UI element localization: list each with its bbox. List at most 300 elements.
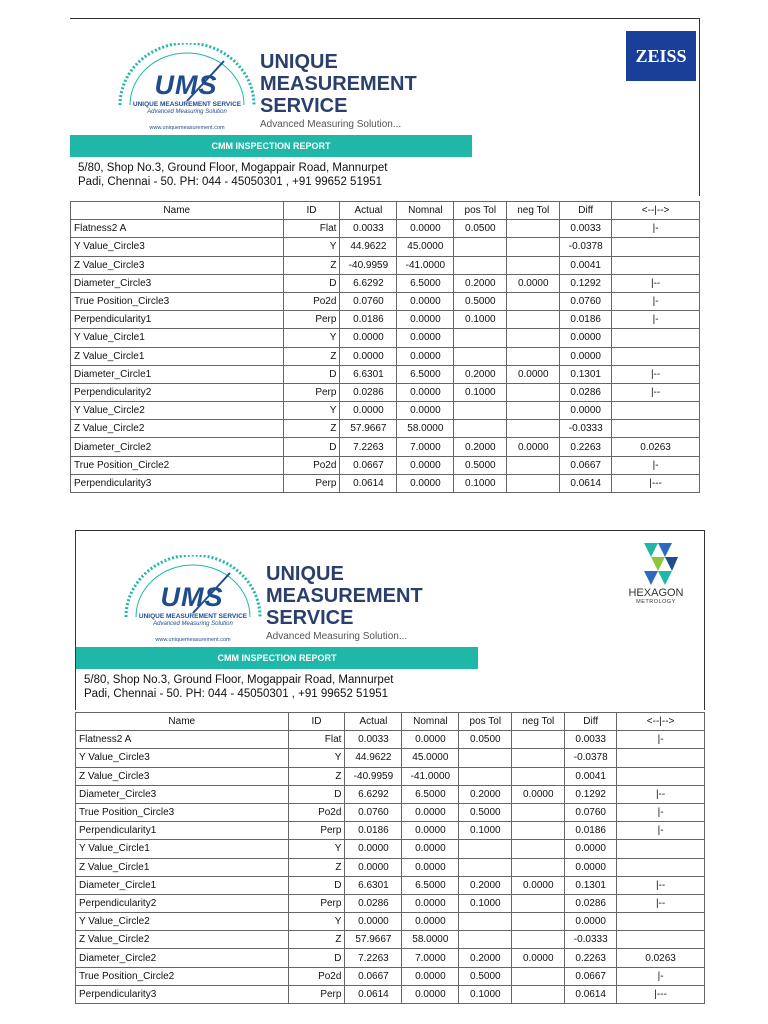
table-row	[76, 985, 705, 1003]
table-row	[76, 876, 705, 894]
cell-deviation	[612, 420, 700, 438]
cell-deviation	[612, 329, 700, 347]
cell-nominal: 45.0000	[397, 238, 454, 256]
cell-nominal: 7.0000	[397, 438, 454, 456]
cell-actual: 0.0186	[340, 311, 397, 329]
cell-neg-tol	[512, 749, 565, 767]
column-header-nominal: Nomnal	[402, 713, 459, 731]
cell-neg-tol	[512, 931, 565, 949]
cell-neg-tol	[507, 329, 560, 347]
cell-id: D	[283, 274, 340, 292]
cell-nominal: 6.5000	[402, 785, 459, 803]
table-row	[76, 840, 705, 858]
cell-name: Perpendicularity3	[76, 985, 289, 1003]
cell-diff: -0.0378	[565, 749, 617, 767]
cell-diff: 0.0000	[565, 858, 617, 876]
cell-neg-tol	[507, 311, 560, 329]
cell-nominal: 0.0000	[402, 731, 459, 749]
cell-id: Y	[288, 840, 345, 858]
cell-nominal: 45.0000	[402, 749, 459, 767]
cell-deviation	[612, 347, 700, 365]
cell-name: Y Value_Circle2	[71, 402, 284, 420]
cell-actual: 0.0000	[345, 858, 402, 876]
cell-id: Perp	[288, 985, 345, 1003]
cell-name: Perpendicularity1	[71, 311, 284, 329]
cell-diff: 0.0186	[560, 311, 612, 329]
cell-actual: 7.2263	[345, 949, 402, 967]
report-banner	[76, 647, 478, 669]
cell-deviation: |--	[612, 365, 700, 383]
cell-id: Z	[288, 767, 345, 785]
cell-pos-tol: 0.2000	[459, 876, 512, 894]
cell-deviation	[617, 840, 705, 858]
hexagon-logo	[616, 543, 696, 633]
cell-pos-tol	[454, 256, 507, 274]
cell-pos-tol	[454, 329, 507, 347]
column-header-actual: Actual	[345, 713, 402, 731]
cell-neg-tol	[507, 383, 560, 401]
cell-diff: 0.0000	[560, 347, 612, 365]
column-header-deviation: <--|-->	[617, 713, 705, 731]
company-tagline: Advanced Measuring Solution...	[266, 631, 408, 642]
cell-pos-tol	[459, 913, 512, 931]
company-address: 5/80, Shop No.3, Ground Floor, Mogappair Road, Mannurpet Padi, Chennai - 50. PH: 044 - 45050301 , +91 99652 51951	[78, 162, 388, 188]
cell-nominal: 0.0000	[402, 822, 459, 840]
cell-pos-tol: 0.1000	[454, 474, 507, 492]
cell-deviation: |-	[617, 731, 705, 749]
table-row	[76, 858, 705, 876]
table-row	[71, 402, 700, 420]
cell-pos-tol	[454, 347, 507, 365]
cell-id: Y	[283, 238, 340, 256]
cell-id: Perp	[288, 822, 345, 840]
cell-deviation: |-	[617, 822, 705, 840]
cell-name: Diameter_Circle2	[71, 438, 284, 456]
cell-id: Perp	[283, 311, 340, 329]
report-header	[75, 530, 705, 710]
cell-nominal: 0.0000	[397, 456, 454, 474]
table-row	[76, 931, 705, 949]
cell-id: Perp	[288, 894, 345, 912]
cell-name: Flatness2 A	[76, 731, 289, 749]
cell-neg-tol	[507, 420, 560, 438]
cell-neg-tol: 0.0000	[507, 274, 560, 292]
cell-nominal: 0.0000	[397, 220, 454, 238]
cell-neg-tol	[507, 238, 560, 256]
cell-actual: 7.2263	[340, 438, 397, 456]
table-row	[71, 256, 700, 274]
cell-diff: 0.1292	[560, 274, 612, 292]
cell-neg-tol	[512, 731, 565, 749]
cell-deviation: |--	[617, 876, 705, 894]
cell-neg-tol	[512, 913, 565, 931]
cell-deviation: |--	[612, 274, 700, 292]
cell-actual: -40.9959	[345, 767, 402, 785]
cell-actual: 57.9667	[340, 420, 397, 438]
cell-pos-tol	[454, 238, 507, 256]
table-row	[76, 803, 705, 821]
cell-neg-tol	[507, 474, 560, 492]
logo-subtitle: UNIQUE MEASUREMENT SERVICE	[132, 101, 242, 108]
cell-neg-tol	[512, 858, 565, 876]
cell-pos-tol	[454, 402, 507, 420]
cell-actual: 0.0667	[345, 967, 402, 985]
cell-nominal: 0.0000	[397, 474, 454, 492]
cell-name: True Position_Circle2	[76, 967, 289, 985]
cell-neg-tol	[507, 256, 560, 274]
cell-nominal: 0.0000	[402, 840, 459, 858]
column-header-diff: Diff	[560, 202, 612, 220]
cell-name: Y Value_Circle2	[76, 913, 289, 931]
cell-id: Po2d	[288, 967, 345, 985]
cell-pos-tol: 0.2000	[459, 785, 512, 803]
cell-pos-tol: 0.2000	[454, 438, 507, 456]
ums-logo	[112, 43, 262, 133]
cell-deviation	[617, 749, 705, 767]
table-row	[76, 731, 705, 749]
cell-nominal: 0.0000	[397, 329, 454, 347]
logo-url: www.uniquemeasurement.com	[149, 125, 225, 131]
table-header-row	[71, 202, 700, 220]
inspection-table	[70, 201, 700, 493]
column-header-id: ID	[283, 202, 340, 220]
cell-name: Z Value_Circle2	[71, 420, 284, 438]
table-row	[71, 311, 700, 329]
cell-nominal: 0.0000	[402, 858, 459, 876]
cell-actual: 6.6301	[345, 876, 402, 894]
table-row	[76, 767, 705, 785]
cell-nominal: 7.0000	[402, 949, 459, 967]
cell-nominal: 0.0000	[402, 985, 459, 1003]
report-hexagon	[75, 530, 705, 1000]
cell-name: Z Value_Circle2	[76, 931, 289, 949]
cell-name: Y Value_Circle3	[71, 238, 284, 256]
table-row	[71, 438, 700, 456]
column-header-actual: Actual	[340, 202, 397, 220]
cell-actual: 44.9622	[340, 238, 397, 256]
cell-name: Z Value_Circle3	[76, 767, 289, 785]
cell-diff: -0.0333	[565, 931, 617, 949]
table-row	[71, 347, 700, 365]
column-header-neg-tol: neg Tol	[507, 202, 560, 220]
logo-text: UMS	[160, 582, 224, 612]
logo-tagline: Advanced Measuring Solution	[147, 109, 227, 115]
cell-diff: 0.1292	[565, 785, 617, 803]
report-zeiss	[70, 18, 700, 489]
cell-deviation	[617, 767, 705, 785]
table-row	[76, 785, 705, 803]
cell-neg-tol	[512, 894, 565, 912]
cell-diff: 0.0760	[565, 803, 617, 821]
cell-pos-tol: 0.2000	[454, 365, 507, 383]
cell-nominal: 0.0000	[402, 894, 459, 912]
cell-actual: 6.6292	[345, 785, 402, 803]
cell-actual: 0.0760	[340, 292, 397, 310]
cell-diff: 0.1301	[560, 365, 612, 383]
cell-actual: 0.0286	[340, 383, 397, 401]
report-title: CMM INSPECTION REPORT	[217, 653, 337, 663]
cell-pos-tol: 0.1000	[459, 822, 512, 840]
cell-name: Z Value_Circle1	[76, 858, 289, 876]
table-body	[71, 220, 700, 493]
cell-diff: 0.0667	[560, 456, 612, 474]
cell-id: Z	[283, 256, 340, 274]
cell-diff: 0.2263	[560, 438, 612, 456]
cell-pos-tol	[459, 749, 512, 767]
table-row	[71, 220, 700, 238]
cell-neg-tol	[507, 456, 560, 474]
cell-actual: 0.0000	[340, 329, 397, 347]
zeiss-logo: ZEISS	[626, 31, 696, 81]
column-header-diff: Diff	[565, 713, 617, 731]
table-body	[76, 731, 705, 1004]
cell-pos-tol: 0.5000	[454, 292, 507, 310]
table-row	[71, 456, 700, 474]
cell-name: Z Value_Circle3	[71, 256, 284, 274]
cell-actual: 0.0614	[345, 985, 402, 1003]
cell-deviation: |---	[617, 985, 705, 1003]
cell-diff: 0.0033	[565, 731, 617, 749]
cell-nominal: 6.5000	[397, 274, 454, 292]
hexagon-icon	[638, 543, 678, 585]
cell-diff: 0.0041	[565, 767, 617, 785]
cell-id: Z	[283, 347, 340, 365]
report-title: CMM INSPECTION REPORT	[211, 141, 331, 151]
cell-nominal: 58.0000	[397, 420, 454, 438]
report-banner	[70, 135, 472, 157]
cell-name: True Position_Circle3	[71, 292, 284, 310]
cell-actual: 0.0760	[345, 803, 402, 821]
cell-name: Perpendicularity2	[76, 894, 289, 912]
cell-neg-tol: 0.0000	[507, 365, 560, 383]
cell-neg-tol: 0.0000	[512, 876, 565, 894]
cell-name: True Position_Circle2	[71, 456, 284, 474]
cell-deviation: |-	[612, 456, 700, 474]
cell-diff: 0.1301	[565, 876, 617, 894]
cell-id: D	[283, 438, 340, 456]
cell-pos-tol: 0.0500	[454, 220, 507, 238]
cell-nominal: -41.0000	[397, 256, 454, 274]
cell-nominal: 0.0000	[397, 347, 454, 365]
table-row	[76, 749, 705, 767]
cell-diff: 0.0041	[560, 256, 612, 274]
table-row	[76, 949, 705, 967]
cell-id: Flat	[283, 220, 340, 238]
company-tagline: Advanced Measuring Solution...	[260, 119, 402, 130]
cell-name: Y Value_Circle1	[76, 840, 289, 858]
cell-neg-tol	[507, 220, 560, 238]
table-row	[76, 822, 705, 840]
cell-neg-tol	[512, 822, 565, 840]
cell-deviation: |-	[612, 311, 700, 329]
cell-deviation	[617, 913, 705, 931]
cell-diff: 0.0667	[565, 967, 617, 985]
column-header-nominal: Nomnal	[397, 202, 454, 220]
cell-diff: 0.0033	[560, 220, 612, 238]
cell-id: D	[283, 365, 340, 383]
cell-deviation: |--	[612, 383, 700, 401]
cell-diff: 0.0000	[565, 840, 617, 858]
cell-neg-tol	[512, 803, 565, 821]
table-row	[76, 913, 705, 931]
cell-id: Po2d	[283, 292, 340, 310]
cell-pos-tol: 0.5000	[459, 967, 512, 985]
cell-name: Y Value_Circle1	[71, 329, 284, 347]
cell-nominal: 0.0000	[397, 311, 454, 329]
cell-pos-tol: 0.1000	[454, 311, 507, 329]
cell-actual: 0.0000	[345, 840, 402, 858]
cell-actual: 44.9622	[345, 749, 402, 767]
cell-neg-tol: 0.0000	[512, 949, 565, 967]
cell-name: Diameter_Circle3	[76, 785, 289, 803]
hexagon-subtitle: METROLOGY	[636, 599, 676, 605]
report-header	[70, 18, 700, 196]
cell-neg-tol	[512, 840, 565, 858]
cell-diff: 0.0614	[565, 985, 617, 1003]
cell-id: Y	[283, 402, 340, 420]
cell-diff: -0.0378	[560, 238, 612, 256]
column-header-name: Name	[71, 202, 284, 220]
cell-deviation: |-	[612, 292, 700, 310]
table-row	[76, 894, 705, 912]
logo-text: UMS	[154, 70, 218, 100]
cell-pos-tol: 0.2000	[454, 274, 507, 292]
cell-deviation	[617, 931, 705, 949]
cell-actual: 57.9667	[345, 931, 402, 949]
cell-deviation	[617, 858, 705, 876]
cell-pos-tol	[459, 767, 512, 785]
cell-id: D	[288, 949, 345, 967]
table-row	[76, 967, 705, 985]
cell-pos-tol	[459, 840, 512, 858]
company-name: UNIQUE MEASUREMENT SERVICE	[266, 563, 423, 629]
cell-diff: 0.0000	[560, 329, 612, 347]
cell-deviation: |---	[612, 474, 700, 492]
column-header-name: Name	[76, 713, 289, 731]
cell-nominal: -41.0000	[402, 767, 459, 785]
cell-id: Z	[288, 858, 345, 876]
cell-id: Y	[288, 913, 345, 931]
cell-id: Z	[283, 420, 340, 438]
cell-diff: 0.0000	[560, 402, 612, 420]
cell-actual: 0.0000	[340, 347, 397, 365]
cell-diff: 0.0286	[560, 383, 612, 401]
cell-deviation: 0.0263	[612, 438, 700, 456]
cell-actual: 6.6292	[340, 274, 397, 292]
company-address: 5/80, Shop No.3, Ground Floor, Mogappair Road, Mannurpet Padi, Chennai - 50. PH: 044 - 45050301 , +91 99652 51951	[84, 674, 394, 700]
cell-diff: -0.0333	[560, 420, 612, 438]
cell-diff: 0.0760	[560, 292, 612, 310]
cell-pos-tol: 0.1000	[459, 894, 512, 912]
inspection-table	[75, 712, 705, 1004]
cell-id: Po2d	[283, 456, 340, 474]
column-header-id: ID	[288, 713, 345, 731]
cell-actual: 0.0667	[340, 456, 397, 474]
cell-deviation: |--	[617, 894, 705, 912]
column-header-pos-tol: pos Tol	[454, 202, 507, 220]
cell-neg-tol	[512, 967, 565, 985]
cell-id: D	[288, 785, 345, 803]
cell-id: Z	[288, 931, 345, 949]
cell-pos-tol: 0.2000	[459, 949, 512, 967]
cell-nominal: 6.5000	[402, 876, 459, 894]
cell-deviation: |--	[617, 785, 705, 803]
cell-actual: 0.0033	[345, 731, 402, 749]
cell-name: Diameter_Circle1	[76, 876, 289, 894]
cell-deviation	[612, 238, 700, 256]
cell-diff: 0.0186	[565, 822, 617, 840]
column-header-deviation: <--|-->	[612, 202, 700, 220]
cell-id: Flat	[288, 731, 345, 749]
cell-pos-tol: 0.1000	[454, 383, 507, 401]
logo-url: www.uniquemeasurement.com	[155, 637, 231, 643]
cell-nominal: 0.0000	[402, 803, 459, 821]
cell-actual: 0.0033	[340, 220, 397, 238]
logo-subtitle: UNIQUE MEASUREMENT SERVICE	[138, 613, 248, 620]
cell-name: Diameter_Circle2	[76, 949, 289, 967]
cell-neg-tol	[512, 767, 565, 785]
cell-name: Perpendicularity1	[76, 822, 289, 840]
cell-name: Z Value_Circle1	[71, 347, 284, 365]
cell-nominal: 0.0000	[402, 913, 459, 931]
cell-diff: 0.0286	[565, 894, 617, 912]
cell-name: Diameter_Circle3	[71, 274, 284, 292]
table-header-row	[76, 713, 705, 731]
cell-pos-tol: 0.5000	[454, 456, 507, 474]
cell-actual: 6.6301	[340, 365, 397, 383]
cell-id: Y	[288, 749, 345, 767]
cell-actual: 0.0000	[345, 913, 402, 931]
cell-actual: 0.0286	[345, 894, 402, 912]
cell-pos-tol: 0.5000	[459, 803, 512, 821]
cell-neg-tol	[507, 347, 560, 365]
cell-name: Perpendicularity2	[71, 383, 284, 401]
cell-pos-tol: 0.0500	[459, 731, 512, 749]
table-row	[71, 420, 700, 438]
company-name: UNIQUE MEASUREMENT SERVICE	[260, 51, 417, 117]
logo-tagline: Advanced Measuring Solution	[153, 621, 233, 627]
hexagon-name: HEXAGON	[628, 587, 684, 599]
cell-name: Perpendicularity3	[71, 474, 284, 492]
cell-deviation	[612, 256, 700, 274]
cell-pos-tol	[459, 931, 512, 949]
cell-id: Perp	[283, 383, 340, 401]
cell-id: Perp	[283, 474, 340, 492]
cell-diff: 0.0000	[565, 913, 617, 931]
cell-id: Y	[283, 329, 340, 347]
table-row	[71, 238, 700, 256]
cell-actual: 0.0000	[340, 402, 397, 420]
table-row	[71, 329, 700, 347]
table-row	[71, 292, 700, 310]
cell-id: D	[288, 876, 345, 894]
column-header-neg-tol: neg Tol	[512, 713, 565, 731]
cell-deviation: |-	[617, 967, 705, 985]
cell-nominal: 0.0000	[397, 383, 454, 401]
cell-pos-tol	[454, 420, 507, 438]
cell-deviation: 0.0263	[617, 949, 705, 967]
cell-deviation: |-	[617, 803, 705, 821]
cell-actual: -40.9959	[340, 256, 397, 274]
table-row	[71, 365, 700, 383]
table-row	[71, 383, 700, 401]
cell-id: Po2d	[288, 803, 345, 821]
cell-deviation: |-	[612, 220, 700, 238]
cell-nominal: 0.0000	[397, 292, 454, 310]
ums-logo	[118, 555, 268, 645]
cell-diff: 0.2263	[565, 949, 617, 967]
cell-actual: 0.0186	[345, 822, 402, 840]
